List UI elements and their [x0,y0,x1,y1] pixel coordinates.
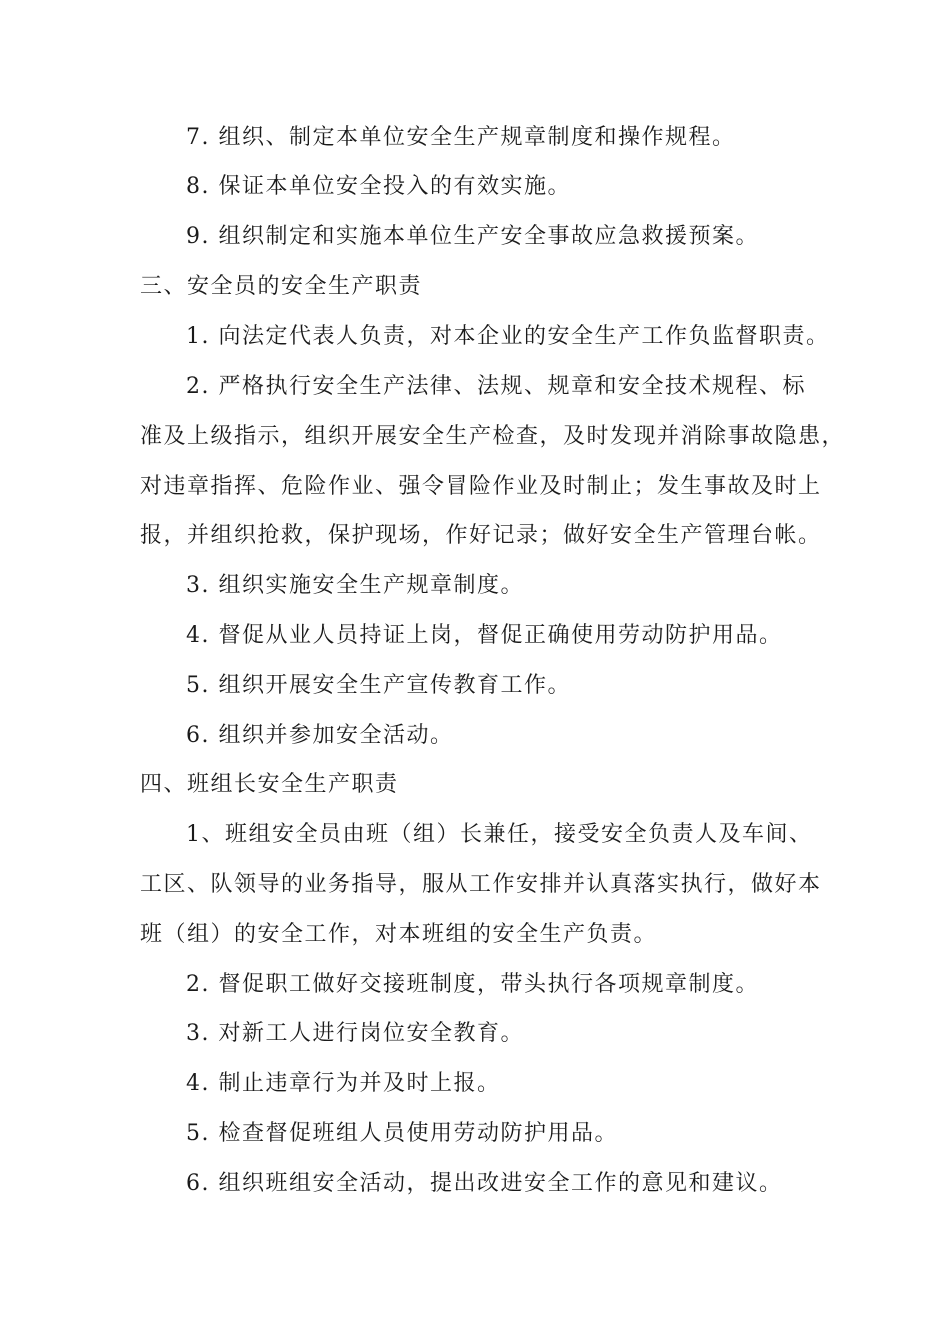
list-item-5: 5. 检查督促班组人员使用劳动防护用品。 [186,1121,618,1146]
list-item-4: 4. 制止违章行为并及时上报。 [186,1071,501,1096]
list-item-6: 6. 组织班组安全活动，提出改进安全工作的意见和建议。 [186,1171,783,1196]
section-heading-3: 三、安全员的安全生产职责 [140,274,423,299]
paragraph-continuation: 报，并组织抢救，保护现场，作好记录；做好安全生产管理台帐。 [140,523,822,548]
list-item-1: 1、班组安全员由班（组）长兼任，接受安全负责人及车间、 [186,822,813,847]
list-item-9: 9. 组织制定和实施本单位生产安全事故应急救援预案。 [186,224,759,249]
list-item-8: 8. 保证本单位安全投入的有效实施。 [186,174,571,199]
section-heading-4: 四、班组长安全生产职责 [140,772,399,797]
list-item-7: 7. 组织、制定本单位安全生产规章制度和操作规程。 [186,125,736,150]
list-item-3: 3. 组织实施安全生产规章制度。 [186,573,524,598]
paragraph-continuation: 工区、队领导的业务指导，服从工作安排并认真落实执行，做好本 [140,872,822,897]
list-item-3: 3. 对新工人进行岗位安全教育。 [186,1021,524,1046]
list-item-6: 6. 组织并参加安全活动。 [186,723,454,748]
paragraph-continuation: 班（组）的安全工作，对本班组的安全生产负责。 [140,922,658,947]
list-item-2: 2. 督促职工做好交接班制度，带头执行各项规章制度。 [186,972,759,997]
list-item-2: 2. 严格执行安全生产法律、法规、规章和安全技术规程、标 [186,374,806,399]
list-item-4: 4. 督促从业人员持证上岗，督促正确使用劳动防护用品。 [186,623,783,648]
list-item-5: 5. 组织开展安全生产宣传教育工作。 [186,673,571,698]
list-item-1: 1. 向法定代表人负责，对本企业的安全生产工作负监督职责。 [186,324,830,349]
paragraph-continuation: 对违章指挥、危险作业、强令冒险作业及时制止；发生事故及时上 [140,474,822,499]
paragraph-continuation: 准及上级指示，组织开展安全生产检查，及时发现并消除事故隐患， [140,424,846,449]
